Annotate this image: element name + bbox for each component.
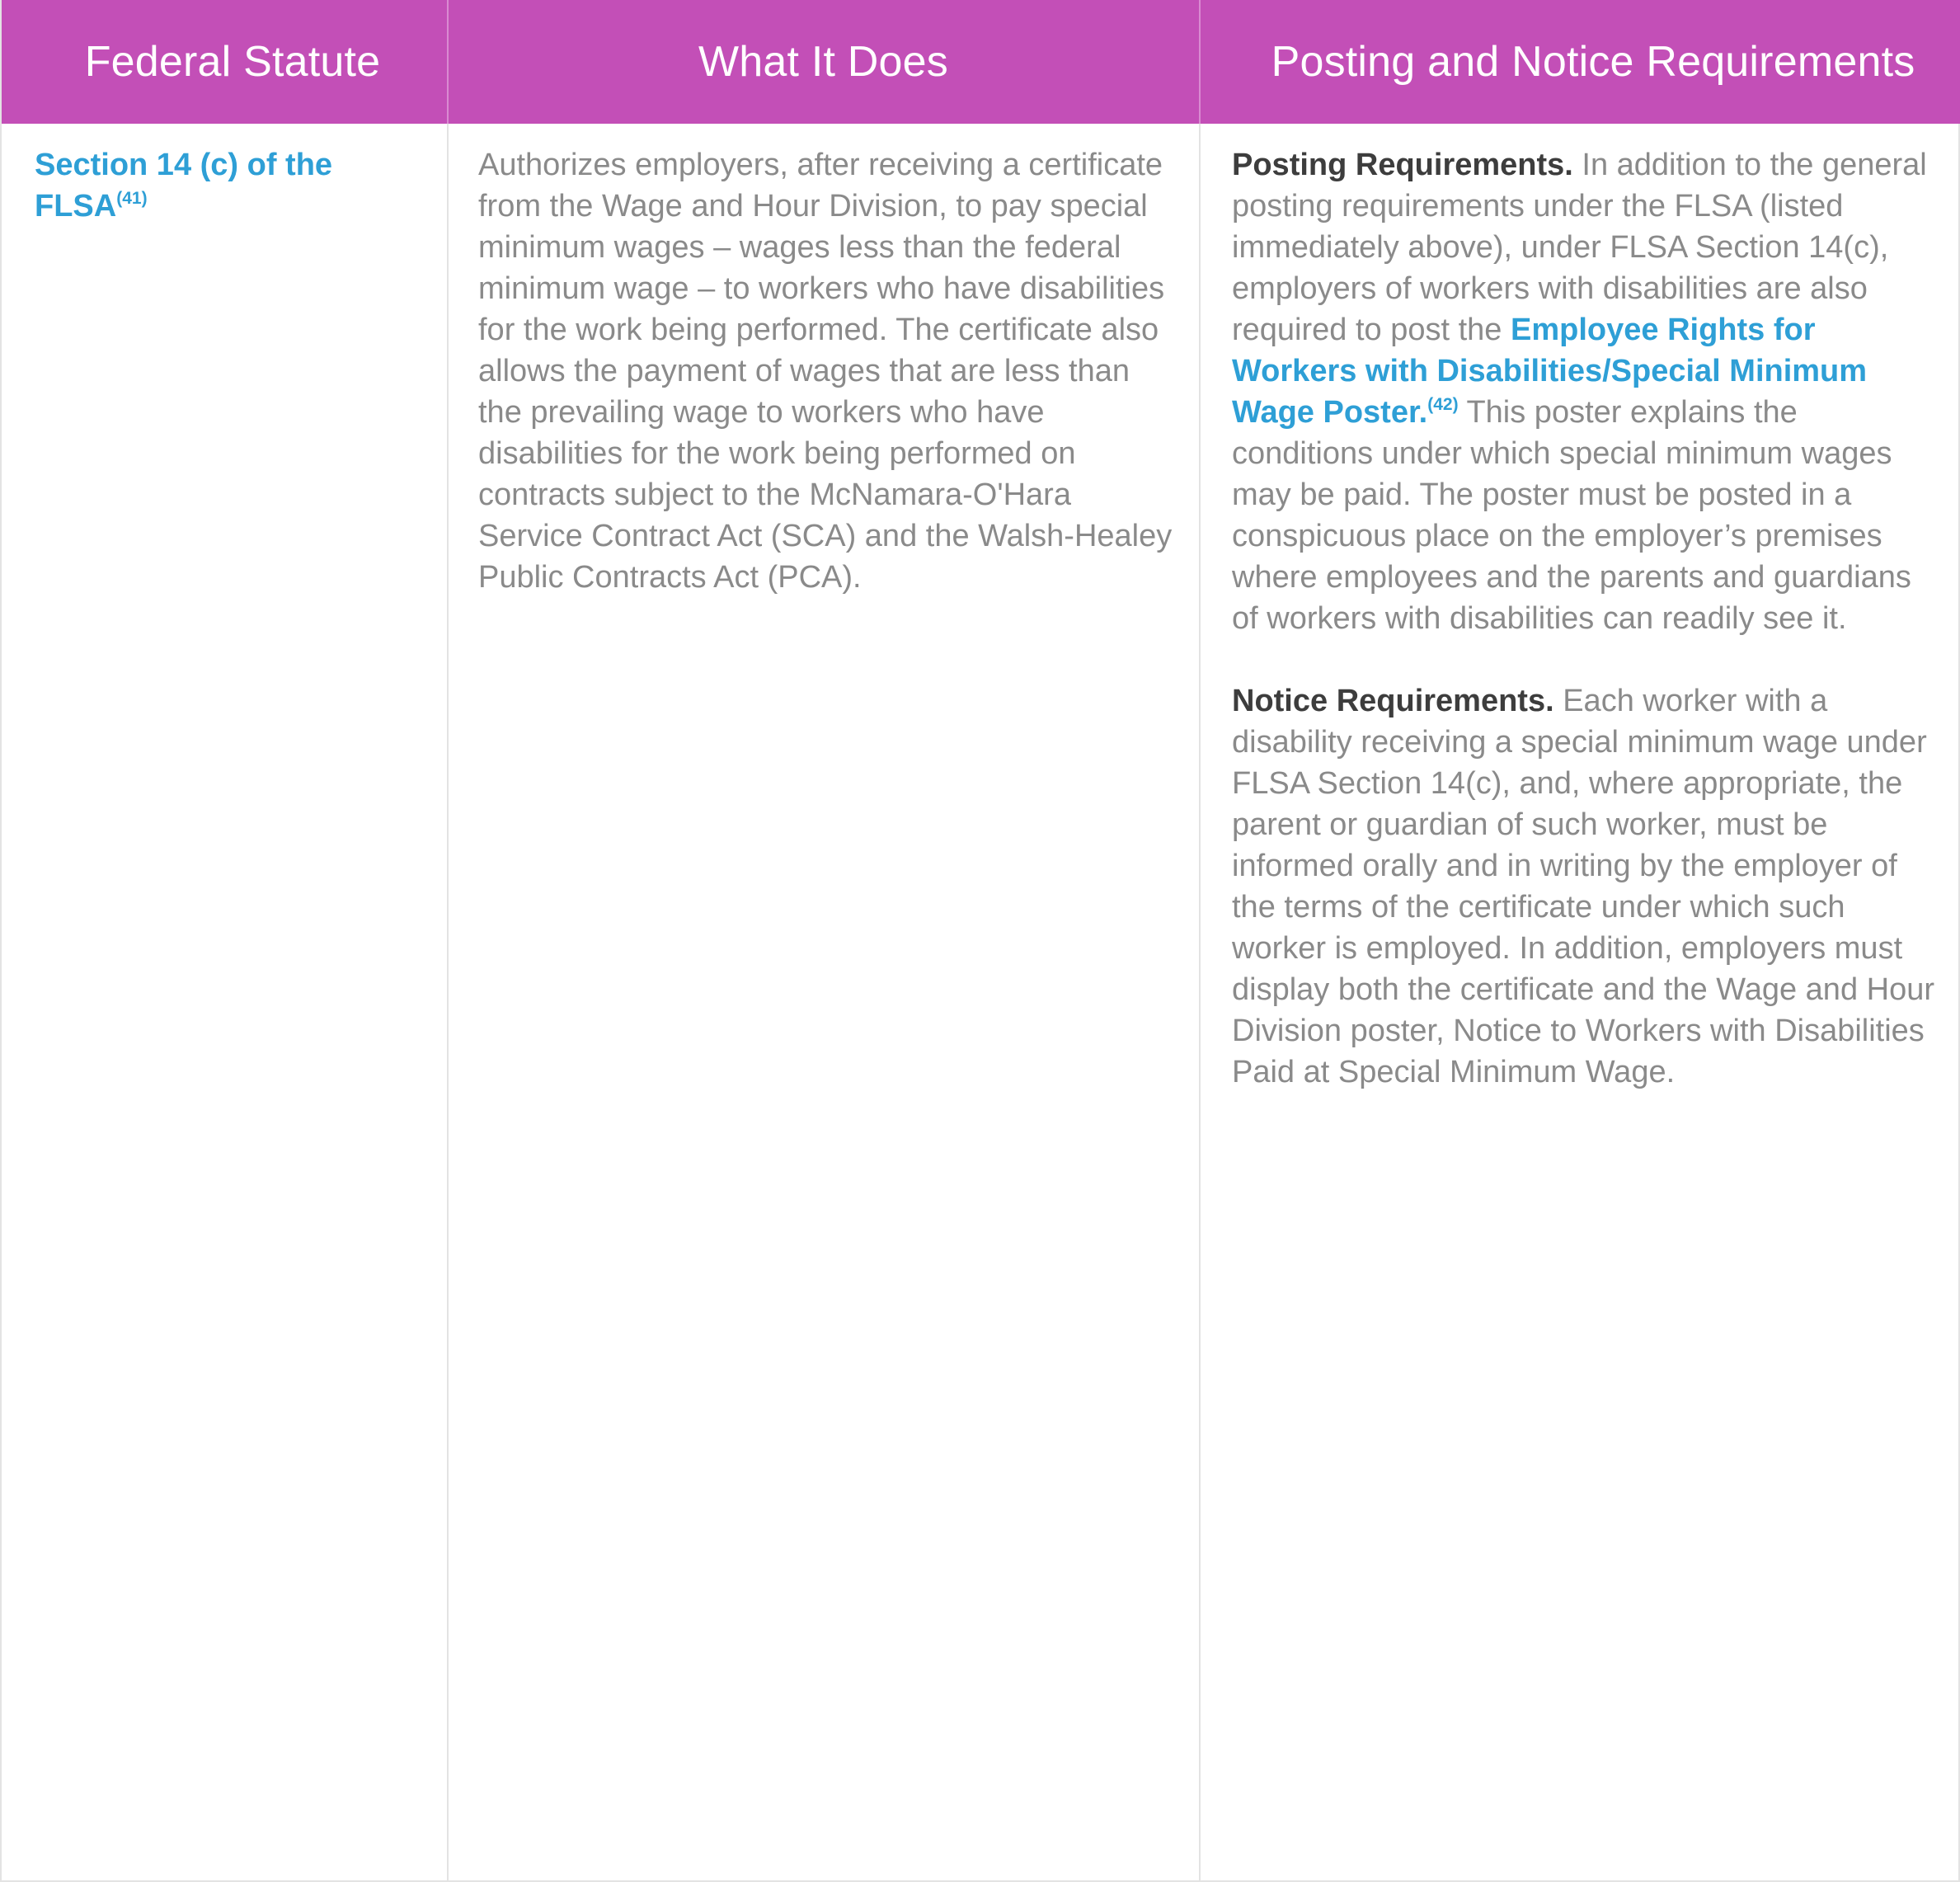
notice-text: Each worker with a disability receiving a special minimum wage under FLSA Section 14(c), and, where appropriate, the parent or guardian of such worker, must be informed orally and in writing by the employer of the terms of the certificate under which such worker is employed. In addition, employers must display both the certificate and the Wage and Hour Division poster, Notice to Workers with Disabilities Paid at Special Minimum Wage. [1232, 684, 1934, 1089]
notice-lead: Notice Requirements. [1232, 684, 1554, 718]
posting-text-before: In addition to the general posting requirements under the FLSA (listed immediately above), under FLSA Section 14(c), employers of workers with disabilities are also required to post the [1232, 148, 1927, 347]
posting-text-after: This poster explains the conditions under which special minimum wages may be paid. The poster must be posted in a conspicuous place on the employer’s premises where employees and the parents and guardians of workers with disabilities can readily see it. [1232, 395, 1911, 636]
statute-footnote: (41) [116, 189, 148, 208]
posting-paragraph [1232, 144, 1938, 639]
statute-link[interactable]: Section 14 (c) of the FLSA$^{(41)}$ [35, 148, 333, 223]
header-what-it-does: What It Does [698, 38, 948, 86]
table-header [2, 0, 1960, 124]
column-divider [1199, 124, 1201, 1882]
poster-footnote: (42) [1427, 395, 1459, 414]
header-federal-statute: Federal Statute [84, 38, 381, 86]
what-it-does-cell [478, 144, 1175, 598]
paragraph-gap [1232, 639, 1938, 680]
what-it-does-text: Authorizes employers, after receiving a certificate from the Wage and Hour Division, to pay special minimum wages – wages less than the federal minimum wage – to workers who have disabilities for the work being performed. The certificate also allows the payment of wages that are less than the prevailing wage to workers who have disabilities for the work being performed on contracts subject to the McNamara-O'Hara Service Contract Act (SCA) and the Walsh-Healey Public Contracts Act (PCA). [478, 148, 1173, 595]
posting-notice-cell [1232, 144, 1938, 1093]
statute-cell [35, 144, 430, 227]
header-posting-notice: Posting and Notice Requirements [1271, 38, 1915, 86]
posting-lead: Posting Requirements. [1232, 148, 1573, 182]
column-divider [447, 124, 449, 1882]
poster-link[interactable]: Employee Rights for Workers with Disabilities/Special Minimum Wage Poster.$^{(42)}$ [1232, 313, 1868, 430]
notice-paragraph [1232, 680, 1938, 1093]
